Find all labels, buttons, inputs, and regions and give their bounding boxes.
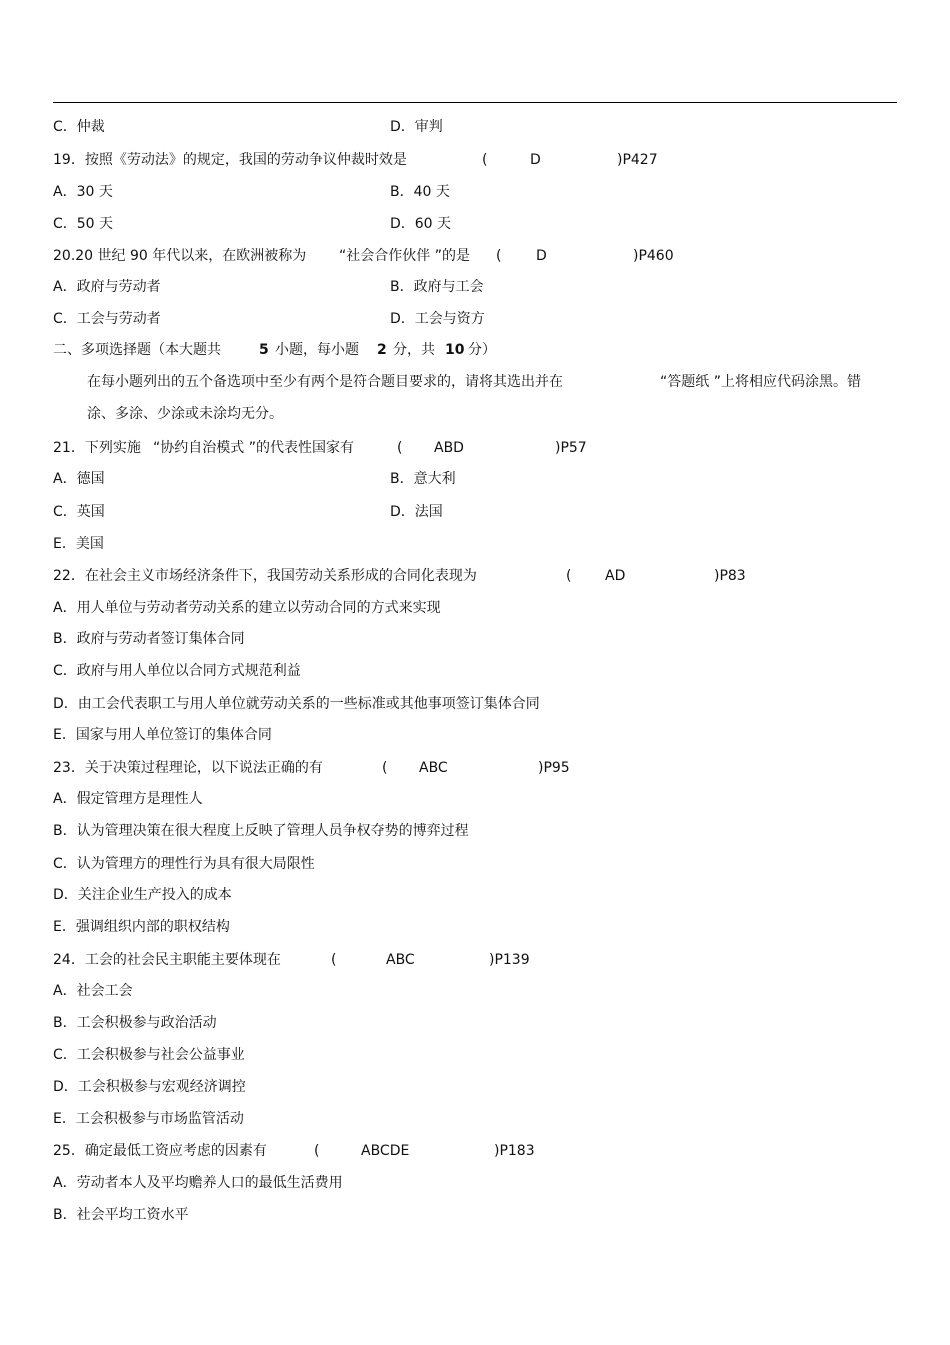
q22-option-a: A．用人单位与劳动者劳动关系的建立以劳动合同的方式来实现 — [53, 600, 441, 616]
section2-title-part3: 分，共 — [393, 342, 435, 358]
q25-paren-open: ( — [314, 1143, 320, 1159]
q23-option-e: E．强调组织内部的职权结构 — [53, 919, 230, 935]
q22-paren-open: ( — [566, 568, 572, 584]
q18-option-c: C．仲裁 — [53, 119, 105, 135]
q21-stem: 21．下列实施 — [53, 440, 141, 456]
q21-option-d: D．法国 — [390, 504, 443, 520]
q20-paren-open: ( — [496, 248, 502, 264]
section2-count: 5 — [259, 342, 269, 358]
q19-option-c: C．50 天 — [53, 216, 114, 232]
q24-option-d: D．工会积极参与宏观经济调控 — [53, 1079, 246, 1095]
q19-option-a: A．30 天 — [53, 184, 113, 200]
q24-option-a: A．社会工会 — [53, 983, 133, 999]
q25-option-b: B．社会平均工资水平 — [53, 1207, 189, 1223]
q21-ref: )P57 — [555, 440, 587, 456]
q22-stem: 22．在社会主义市场经济条件下，我国劳动关系形成的合同化表现为 — [53, 568, 477, 584]
section2-title-part4: 分） — [468, 342, 496, 358]
q25-ref: )P183 — [494, 1143, 535, 1159]
q21-answer: ABD — [434, 440, 464, 456]
q21-option-a: A．德国 — [53, 471, 105, 487]
q18-option-d: D．审判 — [390, 119, 443, 135]
q24-option-b: B．工会积极参与政治活动 — [53, 1015, 217, 1031]
q23-option-c: C．认为管理方的理性行为具有很大局限性 — [53, 856, 315, 872]
q20-answer: D — [536, 248, 547, 264]
q21-paren-open: ( — [397, 440, 403, 456]
q19-answer: D — [530, 152, 541, 168]
q23-paren-open: ( — [382, 760, 388, 776]
q22-option-d: D．由工会代表职工与用人单位就劳动关系的一些标准或其他事项签订集体合同 — [53, 696, 540, 712]
section2-instructions-2: 涂、多涂、少涂或未涂均无分。 — [87, 406, 283, 422]
q20-option-d: D．工会与资方 — [390, 311, 485, 327]
q24-option-c: C．工会积极参与社会公益事业 — [53, 1047, 245, 1063]
q19-option-b: B．40 天 — [390, 184, 450, 200]
q24-paren-open: ( — [331, 952, 337, 968]
q25-option-a: A．劳动者本人及平均赡养人口的最低生活费用 — [53, 1175, 343, 1191]
section2-title-part1: 二、多项选择题（本大题共 — [53, 342, 221, 358]
q20-stem-quoted: “社会合作伙伴 ”的是 — [339, 248, 470, 264]
q20-stem: 20.20 世纪 90 年代以来，在欧洲被称为 — [53, 248, 307, 264]
q22-option-b: B．政府与劳动者签订集体合同 — [53, 631, 245, 647]
q21-option-b: B．意大利 — [390, 471, 456, 487]
q22-option-c: C．政府与用人单位以合同方式规范利益 — [53, 663, 301, 679]
q23-ref: )P95 — [538, 760, 570, 776]
q23-option-a: A．假定管理方是理性人 — [53, 791, 203, 807]
q20-ref: )P460 — [633, 248, 674, 264]
header-rule — [53, 102, 897, 103]
section2-instructions-1b: “答题纸 ”上将相应代码涂黑。错 — [660, 374, 861, 390]
q23-stem: 23．关于决策过程理论，以下说法正确的有 — [53, 760, 323, 776]
q20-option-c: C．工会与劳动者 — [53, 311, 161, 327]
q19-option-d: D．60 天 — [390, 216, 452, 232]
q20-option-b: B．政府与工会 — [390, 279, 484, 295]
q23-option-b: B．认为管理决策在很大程度上反映了管理人员争权夺势的博弈过程 — [53, 823, 469, 839]
section2-points-each: 2 — [377, 342, 387, 358]
q19-paren-open: ( — [482, 152, 488, 168]
q24-answer: ABC — [386, 952, 415, 968]
q24-stem: 24．工会的社会民主职能主要体现在 — [53, 952, 281, 968]
q20-option-a: A．政府与劳动者 — [53, 279, 161, 295]
q25-answer: ABCDE — [361, 1143, 410, 1159]
q22-ref: )P83 — [714, 568, 746, 584]
q19-stem: 19．按照《劳动法》的规定，我国的劳动争议仲裁时效是 — [53, 152, 407, 168]
section2-title-part2: 小题，每小题 — [275, 342, 359, 358]
q19-ref: )P427 — [617, 152, 658, 168]
q23-option-d: D．关注企业生产投入的成本 — [53, 887, 232, 903]
q24-ref: )P139 — [489, 952, 530, 968]
section2-instructions-1a: 在每小题列出的五个备选项中至少有两个是符合题目要求的，请将其选出并在 — [87, 374, 563, 390]
q22-answer: AD — [605, 568, 626, 584]
section2-points-total: 10 — [445, 342, 465, 358]
q21-option-c: C．英国 — [53, 504, 105, 520]
q22-option-e: E．国家与用人单位签订的集体合同 — [53, 727, 272, 743]
q23-answer: ABC — [419, 760, 448, 776]
q21-stem-quoted: “协约自治模式 ”的代表性国家有 — [153, 440, 354, 456]
q25-stem: 25．确定最低工资应考虑的因素有 — [53, 1143, 267, 1159]
q24-option-e: E．工会积极参与市场监管活动 — [53, 1111, 244, 1127]
q21-option-e: E．美国 — [53, 536, 104, 552]
